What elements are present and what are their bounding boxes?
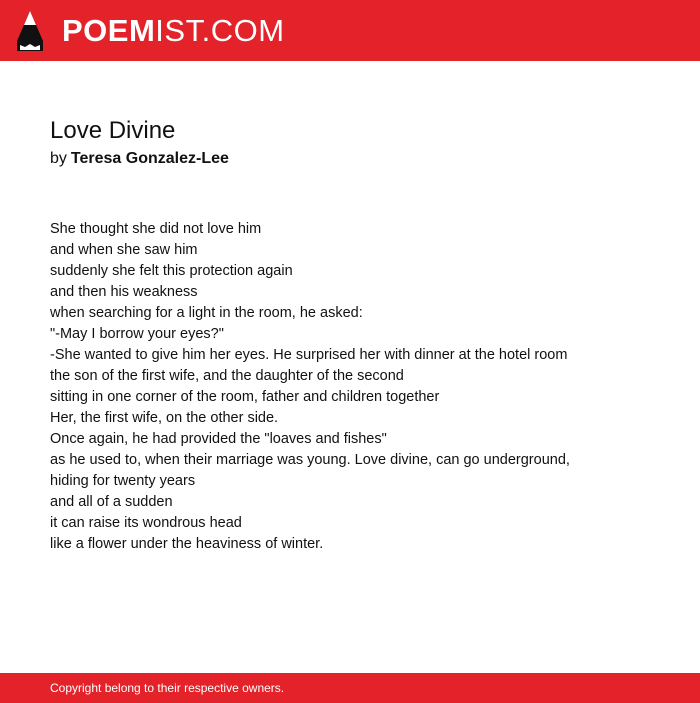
- author-name: Teresa Gonzalez-Lee: [70, 150, 229, 167]
- poem-line: "-May I borrow your eyes?": [50, 326, 224, 342]
- byline: [50, 149, 229, 169]
- poem-line: it can raise its wondrous head: [50, 515, 242, 531]
- poem-line: sitting in one corner of the room, father and children together: [50, 389, 440, 405]
- poem-line: like a flower under the heaviness of winter.: [50, 536, 324, 552]
- poem-line: -She wanted to give him her eyes. He surprised her with dinner at the hotel room: [50, 347, 568, 363]
- poem-title: Love Divine: [50, 117, 176, 144]
- poem-line: hiding for twenty years: [50, 473, 196, 489]
- poem-line: and then his weakness: [50, 284, 198, 300]
- poem-body: [50, 219, 580, 555]
- poem-line: suddenly she felt this protection again: [50, 263, 293, 279]
- poem-line: as he used to, when their marriage was young. Love divine, can go underground,: [50, 452, 570, 468]
- pencil-icon[interactable]: [16, 10, 44, 52]
- poem-line: Once again, he had provided the "loaves and fishes": [50, 431, 387, 447]
- poem-line: Her, the first wife, on the other side.: [50, 410, 279, 426]
- site-logo-text[interactable]: [62, 12, 285, 50]
- logo-light: IST.COM: [155, 13, 285, 48]
- logo-strong: POEM: [62, 13, 156, 48]
- by-label: by: [50, 150, 67, 167]
- poem-line: She thought she did not love him: [50, 221, 262, 237]
- poem-line: and when she saw him: [50, 242, 198, 258]
- poem-line: when searching for a light in the room, he asked:: [50, 305, 363, 321]
- site-footer: [0, 673, 700, 703]
- poem-line: the son of the first wife, and the daughter of the second: [50, 368, 404, 384]
- poem-line: and all of a sudden: [50, 494, 173, 510]
- site-header: [0, 0, 700, 61]
- copyright-text: Copyright belong to their respective owners.: [50, 681, 285, 695]
